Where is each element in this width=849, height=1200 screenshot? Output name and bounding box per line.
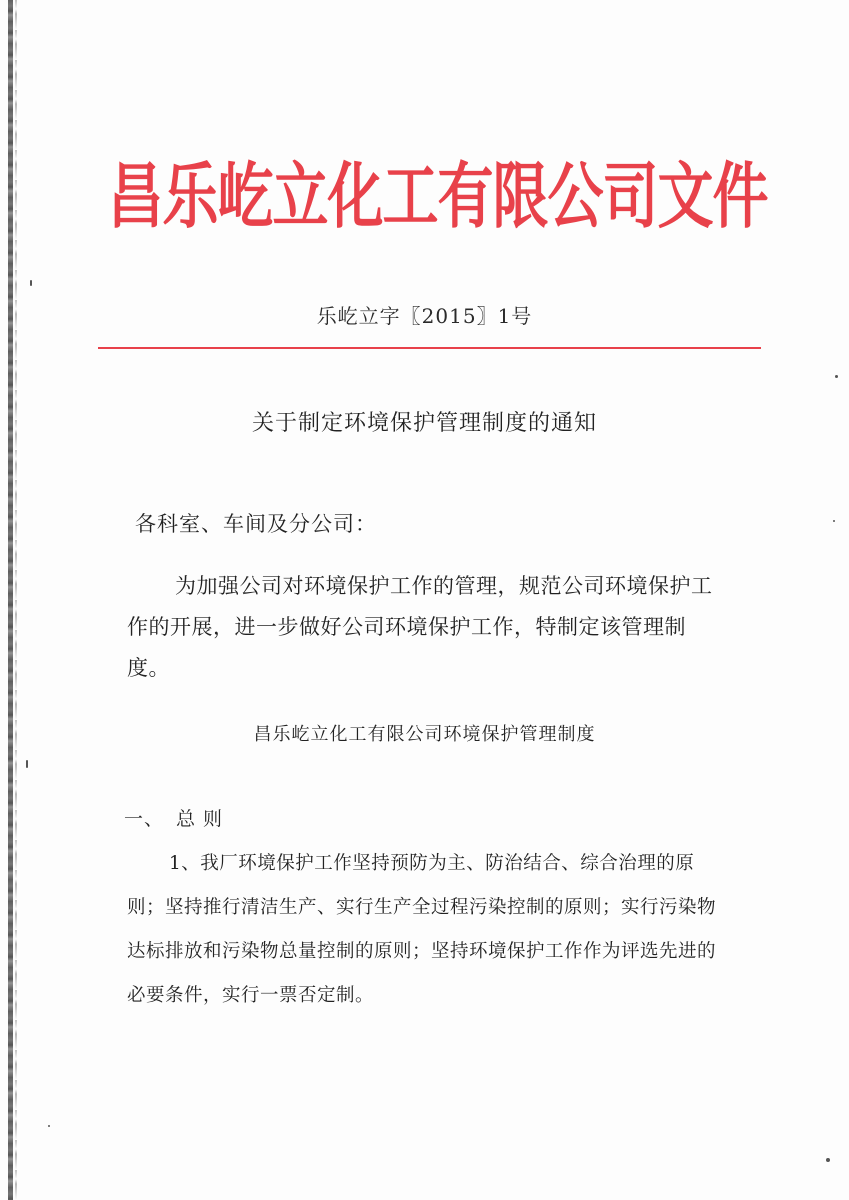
scan-speck xyxy=(48,1125,50,1127)
header-divider xyxy=(98,347,761,349)
regulation-title: 昌乐屹立化工有限公司环境保护管理制度 xyxy=(253,724,596,745)
scan-speck xyxy=(26,760,28,768)
salutation: 各科室、车间及分公司： xyxy=(135,512,377,536)
section-number: 一、 xyxy=(124,808,165,830)
scan-edge-shadow xyxy=(15,0,17,1200)
document-number: 乐屹立字〖2015〗1号 xyxy=(316,304,533,328)
scan-edge xyxy=(8,0,13,1200)
scan-speck xyxy=(826,1158,830,1162)
scan-speck xyxy=(835,375,838,378)
section-heading-text: 总 则 xyxy=(176,808,224,830)
intro-paragraph: 为加强公司对环境保护工作的管理，规范公司环境保护工作的开展，进一步做好公司环境保护工作，特制定该管理制度。 xyxy=(127,574,713,680)
scan-speck xyxy=(833,520,835,522)
notice-title: 关于制定环境保护管理制度的通知 xyxy=(251,411,597,436)
scan-speck xyxy=(30,280,32,286)
section-heading xyxy=(124,804,223,831)
clause-paragraph: 1、我厂环境保护工作坚持预防为主、防治结合、综合治理的原则；坚持推行清洁生产、实行生产全过程污染控制的原则；实行污染物达标排放和污染物总量控制的原则；坚持环境保护工作作为评选先进的必要条件，实行一票否定制。 xyxy=(127,853,717,1006)
document-header-title: 昌乐屹立化工有限公司文件 xyxy=(107,155,768,239)
